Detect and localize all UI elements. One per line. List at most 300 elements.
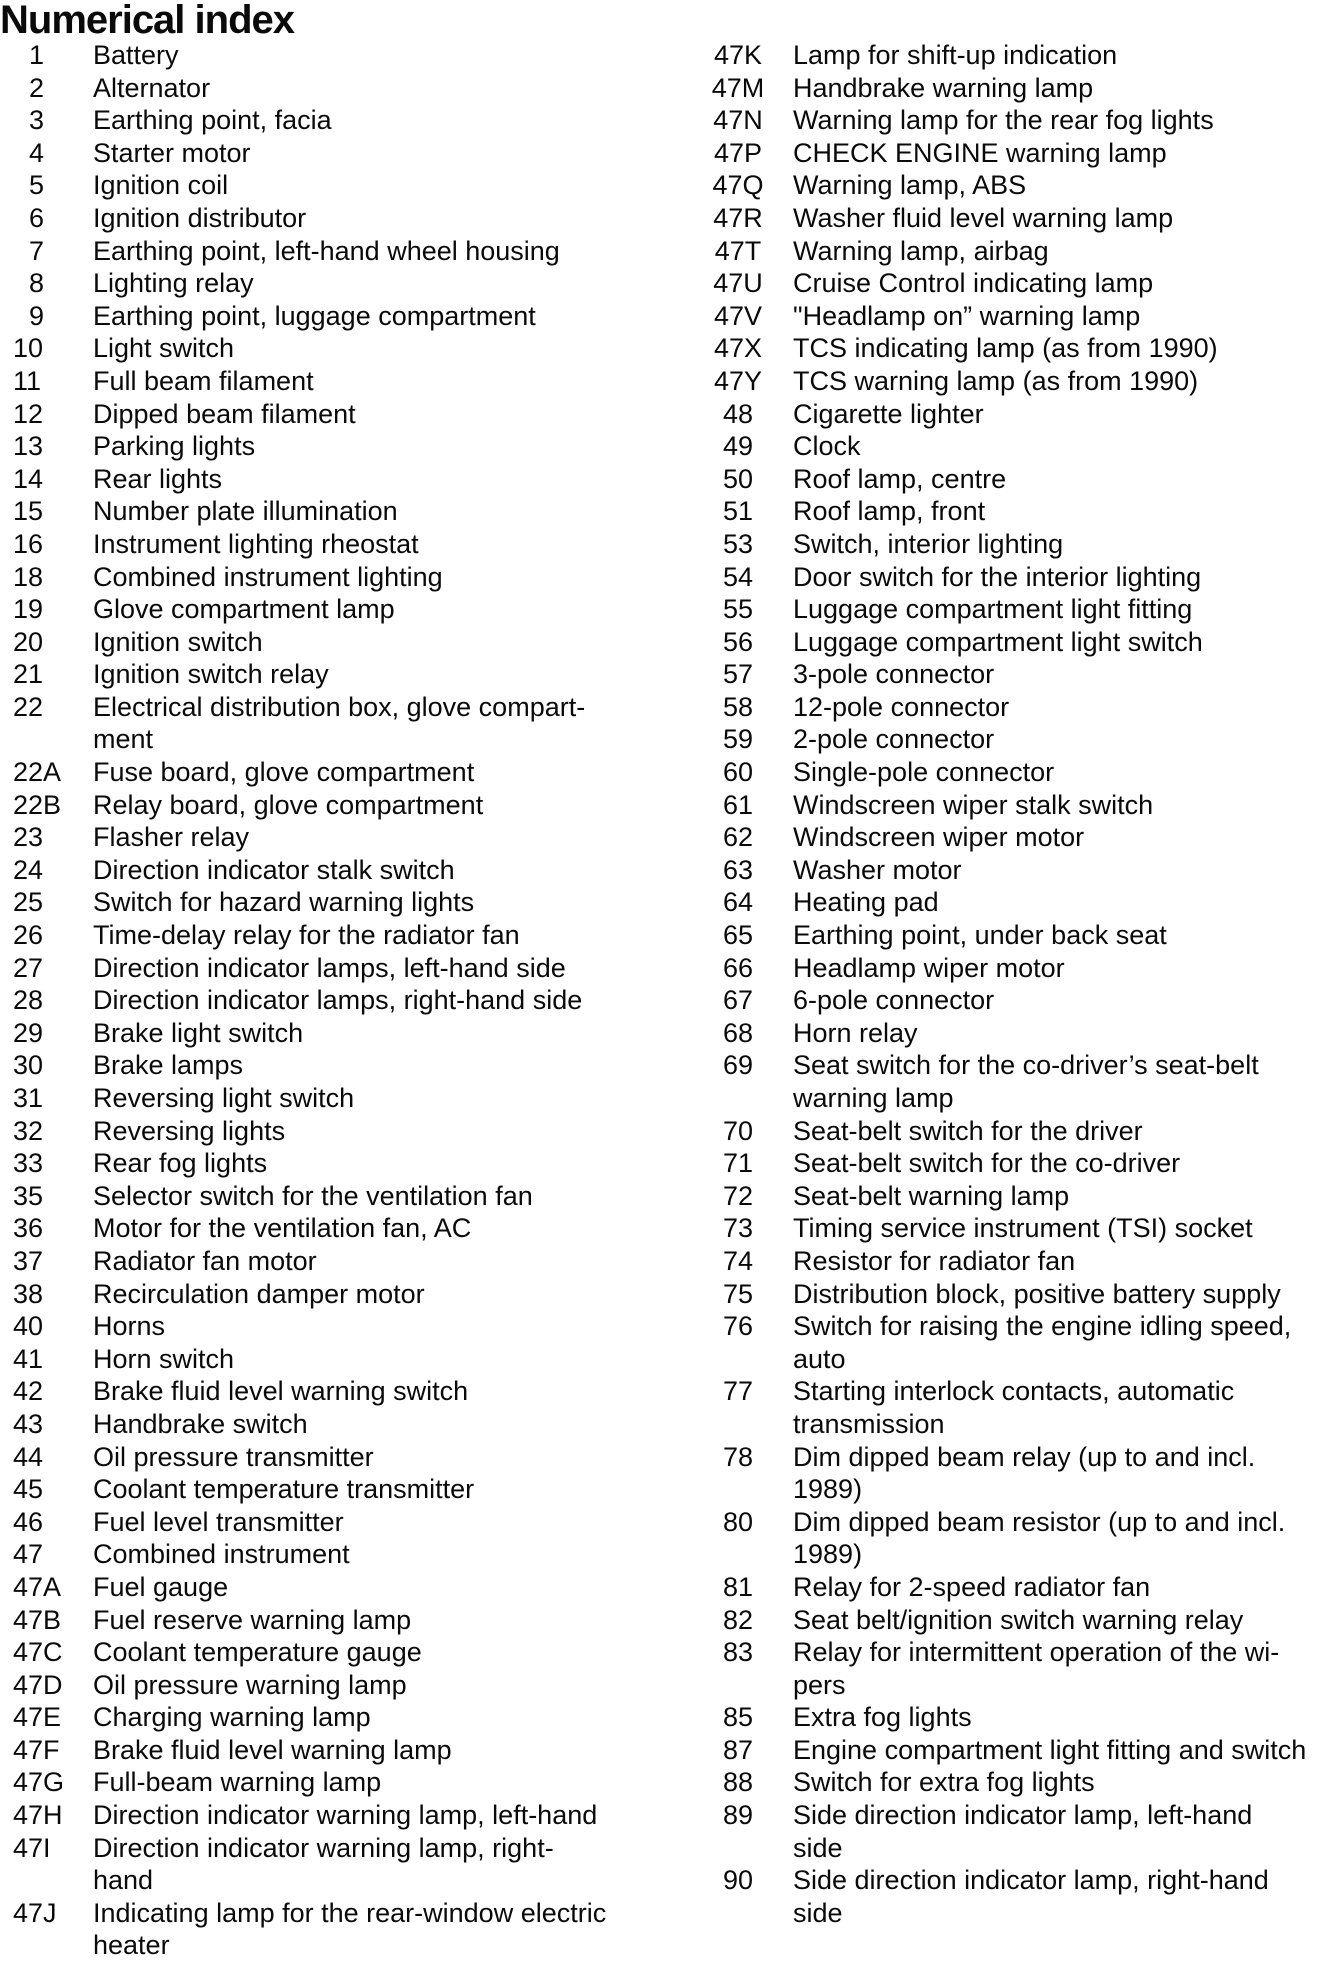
entry-number: 82 <box>722 1604 754 1635</box>
entry-number: 47I <box>13 1832 51 1863</box>
entry-description: Radiator fan motor <box>93 1245 317 1276</box>
index-entry <box>0 1799 700 1832</box>
entry-number: 1 <box>29 40 45 70</box>
entry-number: 47Q <box>712 170 764 201</box>
index-entry <box>0 1049 700 1082</box>
entry-number: 62 <box>722 822 754 853</box>
entry-description: Electrical distribution box, glove compart- ment <box>93 691 586 755</box>
entry-description: Switch for extra fog lights <box>793 1767 1095 1798</box>
entry-description: Reversing light switch <box>93 1083 355 1113</box>
entry-description: Combined instrument <box>93 1539 350 1570</box>
entry-number: 38 <box>13 1278 44 1309</box>
index-entry <box>0 137 700 170</box>
index-entry <box>700 495 1344 528</box>
index-entry <box>0 1506 700 1539</box>
entry-number: 47E <box>13 1702 62 1733</box>
entry-description: Fuel level transmitter <box>93 1506 344 1537</box>
index-entry <box>0 430 700 463</box>
entry-description: Handbrake warning lamp <box>793 72 1094 103</box>
entry-description: Brake fluid level warning switch <box>93 1376 469 1407</box>
entry-number: 47A <box>13 1571 62 1602</box>
entry-number: 29 <box>13 1017 44 1048</box>
entry-number: 78 <box>722 1441 754 1472</box>
entry-description: Brake light switch <box>93 1017 304 1048</box>
entry-description: Direction indicator warning lamp, left-hand <box>93 1800 598 1831</box>
index-entry <box>0 1441 700 1474</box>
entry-number: 20 <box>13 626 44 657</box>
entry-description: Rear lights <box>93 463 223 494</box>
index-entry <box>0 169 700 202</box>
index-entry <box>0 528 700 561</box>
entry-description: Ignition coil <box>93 170 229 201</box>
entry-description: Fuel reserve warning lamp <box>93 1604 412 1635</box>
entry-description: Parking lights <box>93 431 256 462</box>
entry-number: 83 <box>722 1637 754 1668</box>
entry-description: Direction indicator warning lamp, right- hand <box>93 1832 554 1896</box>
entry-description: Full beam filament <box>93 365 314 396</box>
entry-number: 54 <box>722 561 754 592</box>
entry-description: Luggage compartment light fitting <box>793 594 1193 625</box>
entry-description: Direction indicator stalk switch <box>93 854 455 885</box>
index-entry <box>700 952 1344 985</box>
entry-description: 2-pole connector <box>793 724 995 755</box>
entry-number: 57 <box>722 659 754 690</box>
entry-description: Brake fluid level warning lamp <box>93 1734 452 1765</box>
index-entry <box>0 1147 700 1180</box>
entry-number: 37 <box>13 1245 44 1276</box>
index-entry <box>700 365 1344 398</box>
index-column-right <box>700 39 1344 1929</box>
index-entry <box>700 1375 1344 1440</box>
index-entry <box>0 72 700 105</box>
index-entry <box>0 626 700 659</box>
entry-description: 12-pole connector <box>793 691 1010 722</box>
index-entry <box>0 1310 700 1343</box>
index-entry <box>700 1701 1344 1734</box>
index-entry <box>700 1278 1344 1311</box>
entry-description: Switch, interior lighting <box>793 528 1064 559</box>
entry-number: 87 <box>722 1734 754 1765</box>
index-entry <box>700 72 1344 105</box>
index-entry <box>700 202 1344 235</box>
entry-number: 26 <box>13 920 44 951</box>
entry-number: 9 <box>29 300 45 331</box>
entry-number: 90 <box>722 1865 754 1896</box>
index-entry <box>700 821 1344 854</box>
entry-number: 80 <box>722 1506 754 1537</box>
entry-description: Full-beam warning lamp <box>93 1767 382 1798</box>
index-entry <box>700 756 1344 789</box>
entry-number: 14 <box>13 463 44 494</box>
entry-description: Selector switch for the ventilation fan <box>93 1180 533 1211</box>
index-entry <box>700 1180 1344 1213</box>
entry-description: Starter motor <box>93 137 251 168</box>
entry-number: 35 <box>13 1180 44 1211</box>
entry-description: Seat-belt switch for the co-driver <box>793 1148 1181 1179</box>
entry-description: Clock <box>793 431 861 462</box>
entry-description: Cruise Control indicating lamp <box>793 268 1154 299</box>
entry-description: Washer fluid level warning lamp <box>793 202 1174 233</box>
index-entry <box>0 1473 700 1506</box>
entry-number: 36 <box>13 1213 44 1244</box>
entry-description: Single-pole connector <box>793 757 1055 788</box>
index-entry <box>0 1701 700 1734</box>
index-entry <box>0 1734 700 1767</box>
entry-number: 16 <box>13 528 44 559</box>
index-entry <box>0 1343 700 1376</box>
entry-number: 65 <box>722 920 754 951</box>
entry-number: 5 <box>29 170 45 201</box>
entry-number: 76 <box>722 1311 754 1342</box>
entry-number: 47H <box>13 1800 63 1831</box>
index-entry <box>700 1636 1344 1701</box>
entry-description: Ignition distributor <box>93 202 307 233</box>
entry-number: 32 <box>13 1115 44 1146</box>
entry-number: 55 <box>722 594 754 625</box>
index-entry <box>0 495 700 528</box>
entry-description: "Headlamp on” warning lamp <box>793 300 1141 331</box>
entry-description: Distribution block, positive battery supply <box>793 1278 1281 1309</box>
entry-description: Headlamp wiper motor <box>793 952 1065 983</box>
index-entry <box>0 300 700 333</box>
entry-number: 89 <box>722 1800 754 1831</box>
entry-description: Seat belt/ignition switch warning relay <box>793 1604 1244 1635</box>
entry-number: 25 <box>13 887 44 918</box>
index-entry <box>700 593 1344 626</box>
entry-description: Instrument lighting rheostat <box>93 528 419 559</box>
index-entry <box>700 332 1344 365</box>
entry-number: 7 <box>29 235 45 266</box>
index-entry <box>0 267 700 300</box>
entry-number: 66 <box>722 952 754 983</box>
index-entry <box>700 854 1344 887</box>
index-entry <box>0 1669 700 1702</box>
index-entry <box>0 463 700 496</box>
index-entry <box>700 235 1344 268</box>
index-entry <box>700 886 1344 919</box>
entry-number: 41 <box>13 1343 44 1374</box>
entry-number: 6 <box>29 202 45 233</box>
entry-description: Light switch <box>93 333 235 364</box>
entry-number: 27 <box>13 952 44 983</box>
entry-description: Warning lamp for the rear fog lights <box>793 105 1214 136</box>
index-entry <box>0 1832 700 1897</box>
entry-description: Warning lamp, airbag <box>793 235 1049 266</box>
index-entry <box>700 169 1344 202</box>
index-entry <box>0 1408 700 1441</box>
index-entry <box>700 39 1344 72</box>
index-entry <box>0 104 700 137</box>
entry-number: 24 <box>13 854 44 885</box>
entry-description: Side direction indicator lamp, right-hand side <box>793 1865 1269 1928</box>
index-entry <box>700 267 1344 300</box>
entry-description: Warning lamp, ABS <box>793 170 1027 201</box>
entry-description: Time-delay relay for the radiator fan <box>93 920 520 951</box>
index-entry <box>700 789 1344 822</box>
entry-description: Recirculation damper motor <box>93 1278 425 1309</box>
index-entry <box>700 1864 1344 1929</box>
index-entry <box>0 1245 700 1278</box>
entry-number: 47R <box>713 202 763 233</box>
entry-number: 85 <box>722 1702 754 1733</box>
index-entry <box>700 1604 1344 1637</box>
entry-description: Ignition switch <box>93 626 263 657</box>
index-entry <box>0 1082 700 1115</box>
index-entry <box>0 398 700 431</box>
entry-description: Cigarette lighter <box>793 398 984 429</box>
entry-number: 58 <box>722 691 754 722</box>
index-entry <box>0 1604 700 1637</box>
index-entry <box>0 756 700 789</box>
entry-number: 47 <box>13 1539 44 1570</box>
index-entry <box>700 919 1344 952</box>
index-entry <box>0 691 700 756</box>
index-entry <box>0 332 700 365</box>
index-entry <box>700 561 1344 594</box>
entry-description: Brake lamps <box>93 1050 244 1081</box>
index-entry <box>0 1538 700 1571</box>
index-entry <box>700 691 1344 724</box>
entry-number: 22B <box>13 789 62 820</box>
index-entry <box>0 919 700 952</box>
index-entry <box>700 137 1344 170</box>
entry-description: Heating pad <box>793 887 939 918</box>
entry-description: Seat switch for the co-driver’s seat-belt warning lamp <box>793 1050 1259 1113</box>
entry-description: Luggage compartment light switch <box>793 626 1203 657</box>
entry-number: 33 <box>13 1148 44 1179</box>
index-entry <box>0 854 700 887</box>
entry-description: Dim dipped beam resistor (up to and incl. 1989) <box>793 1506 1286 1570</box>
index-entry <box>0 365 700 398</box>
entry-description: Reversing lights <box>93 1115 286 1146</box>
entry-number: 71 <box>722 1148 754 1179</box>
entry-description: 3-pole connector <box>793 659 995 690</box>
entry-description: Flasher relay <box>93 822 250 853</box>
index-entry <box>700 658 1344 691</box>
entry-number: 47G <box>13 1767 65 1798</box>
entry-description: Motor for the ventilation fan, AC <box>93 1213 472 1244</box>
entry-number: 43 <box>13 1408 44 1439</box>
entry-description: TCS warning lamp (as from 1990) <box>793 365 1199 396</box>
entry-number: 18 <box>13 561 44 592</box>
entry-number: 46 <box>13 1506 44 1537</box>
entry-number: 70 <box>722 1115 754 1146</box>
index-entry <box>700 1017 1344 1050</box>
entry-number: 47M <box>711 72 765 103</box>
index-entry <box>700 1049 1344 1114</box>
entry-description: Starting interlock contacts, automatic transmission <box>793 1376 1235 1439</box>
entry-number: 23 <box>13 822 44 853</box>
index-entry <box>700 1571 1344 1604</box>
index-entry <box>0 1180 700 1213</box>
entry-description: Fuel gauge <box>93 1571 229 1602</box>
entry-number: 47V <box>713 300 763 331</box>
index-entry <box>0 593 700 626</box>
index-entry <box>700 1212 1344 1245</box>
index-entry <box>0 1766 700 1799</box>
index-entry <box>0 202 700 235</box>
entry-description: Coolant temperature transmitter <box>93 1474 475 1505</box>
entry-number: 63 <box>722 854 754 885</box>
index-entry <box>0 1017 700 1050</box>
entry-description: Roof lamp, front <box>793 496 986 527</box>
entry-description: Switch for raising the engine idling speed, auto <box>793 1311 1292 1374</box>
index-entry <box>700 626 1344 659</box>
index-entry <box>700 1245 1344 1278</box>
entry-description: Relay board, glove compartment <box>93 789 484 820</box>
index-entry <box>700 528 1344 561</box>
entry-number: 68 <box>722 1017 754 1048</box>
index-entry <box>700 1766 1344 1799</box>
index-entry <box>0 1897 700 1962</box>
entry-description: Relay for intermittent operation of the wi- pers <box>793 1637 1280 1700</box>
index-entry <box>700 463 1344 496</box>
entry-number: 19 <box>13 594 44 625</box>
entry-number: 47C <box>13 1637 63 1668</box>
entry-description: Earthing point, luggage compartment <box>93 300 536 331</box>
entry-description: Timing service instrument (TSI) socket <box>793 1213 1253 1244</box>
index-entry <box>700 1310 1344 1375</box>
entry-description: Coolant temperature gauge <box>93 1637 422 1668</box>
index-entry <box>0 1115 700 1148</box>
entry-number: 47D <box>13 1669 63 1700</box>
entry-number: 50 <box>722 463 754 494</box>
entry-description: CHECK ENGINE warning lamp <box>793 137 1167 168</box>
index-entry <box>700 984 1344 1017</box>
entry-number: 47X <box>713 333 763 364</box>
index-entry <box>0 658 700 691</box>
index-entry <box>0 1375 700 1408</box>
entry-number: 15 <box>13 496 44 527</box>
entry-description: Extra fog lights <box>793 1702 972 1733</box>
entry-description: Handbrake switch <box>93 1408 308 1439</box>
entry-number: 47K <box>713 40 763 70</box>
index-entry <box>0 886 700 919</box>
index-entry <box>700 300 1344 333</box>
index-entry <box>0 1212 700 1245</box>
index-entry <box>0 561 700 594</box>
entry-description: Charging warning lamp <box>93 1702 371 1733</box>
index-entry <box>700 430 1344 463</box>
entry-number: 60 <box>722 757 754 788</box>
entry-number: 47P <box>713 137 763 168</box>
entry-number: 72 <box>722 1180 754 1211</box>
entry-number: 75 <box>722 1278 754 1309</box>
entry-description: Alternator <box>93 72 211 103</box>
index-entry <box>700 1506 1344 1571</box>
entry-number: 28 <box>13 985 44 1016</box>
entry-number: 47J <box>13 1897 57 1928</box>
entry-description: Washer motor <box>793 854 962 885</box>
entry-description: Earthing point, left-hand wheel housing <box>93 235 560 266</box>
entry-description: Earthing point, under back seat <box>793 920 1167 951</box>
index-entry <box>0 789 700 822</box>
entry-number: 40 <box>13 1311 44 1342</box>
entry-number: 69 <box>722 1050 754 1081</box>
entry-number: 47Y <box>713 365 763 396</box>
entry-description: Windscreen wiper motor <box>793 822 1085 853</box>
entry-number: 47N <box>713 105 763 136</box>
entry-number: 51 <box>722 496 754 527</box>
entry-number: 48 <box>722 398 754 429</box>
index-entry <box>0 235 700 268</box>
index-entry <box>0 1636 700 1669</box>
entry-number: 61 <box>722 789 754 820</box>
entry-number: 11 <box>13 365 42 396</box>
entry-number: 22 <box>13 691 44 722</box>
index-entry <box>0 1571 700 1604</box>
entry-number: 31 <box>13 1083 44 1113</box>
index-entry <box>700 1115 1344 1148</box>
entry-number: 47B <box>13 1604 62 1635</box>
entry-description: Relay for 2-speed radiator fan <box>793 1571 1151 1602</box>
entry-number: 44 <box>13 1441 44 1472</box>
entry-number: 12 <box>13 398 44 429</box>
entry-number: 77 <box>722 1376 754 1407</box>
entry-number: 10 <box>13 333 44 364</box>
entry-description: 6-pole connector <box>793 985 995 1016</box>
entry-number: 59 <box>722 724 754 755</box>
index-entry <box>700 1799 1344 1864</box>
entry-description: Lighting relay <box>93 268 254 299</box>
entry-number: 8 <box>29 268 45 299</box>
entry-description: Oil pressure transmitter <box>93 1441 374 1472</box>
entry-number: 49 <box>722 431 754 462</box>
entry-number: 42 <box>13 1376 44 1407</box>
index-entry <box>0 821 700 854</box>
entry-description: Indicating lamp for the rear-window electric heater <box>93 1897 607 1961</box>
entry-description: Rear fog lights <box>93 1148 268 1179</box>
entry-description: Roof lamp, centre <box>793 463 1007 494</box>
entry-description: Door switch for the interior lighting <box>793 561 1202 592</box>
entry-description: Direction indicator lamps, left-hand side <box>93 952 566 983</box>
page-title: Numerical index <box>0 0 295 42</box>
index-entry <box>700 1734 1344 1767</box>
entry-description: Switch for hazard warning lights <box>93 887 475 918</box>
index-entry <box>0 984 700 1017</box>
entry-description: Direction indicator lamps, right-hand side <box>93 985 583 1016</box>
entry-description: Number plate illumination <box>93 496 398 527</box>
entry-description: Horn switch <box>93 1343 235 1374</box>
index-entry <box>0 952 700 985</box>
entry-description: Dipped beam filament <box>93 398 356 429</box>
entry-description: Dim dipped beam relay (up to and incl. 1989) <box>793 1441 1256 1505</box>
index-entry <box>700 398 1344 431</box>
entry-number: 88 <box>722 1767 754 1798</box>
entry-description: Ignition switch relay <box>93 659 329 690</box>
index-entry <box>0 39 700 72</box>
entry-description: Lamp for shift-up indication <box>793 40 1118 70</box>
entry-description: Windscreen wiper stalk switch <box>793 789 1154 820</box>
index-entry <box>700 104 1344 137</box>
entry-description: Horns <box>93 1311 166 1342</box>
index-entry <box>700 1441 1344 1506</box>
entry-description: Seat-belt warning lamp <box>793 1180 1070 1211</box>
entry-description: Fuse board, glove compartment <box>93 757 475 788</box>
entry-number: 47T <box>714 235 762 266</box>
entry-number: 3 <box>29 105 45 136</box>
index-column-left <box>0 39 700 1962</box>
entry-description: TCS indicating lamp (as from 1990) <box>793 333 1218 364</box>
entry-description: Resistor for radiator fan <box>793 1245 1076 1276</box>
entry-number: 13 <box>13 431 44 462</box>
entry-number: 21 <box>13 659 44 690</box>
entry-number: 47U <box>713 268 763 299</box>
entry-number: 45 <box>13 1474 44 1505</box>
index-entry <box>700 723 1344 756</box>
entry-description: Combined instrument lighting <box>93 561 443 592</box>
entry-number: 22A <box>13 757 62 788</box>
